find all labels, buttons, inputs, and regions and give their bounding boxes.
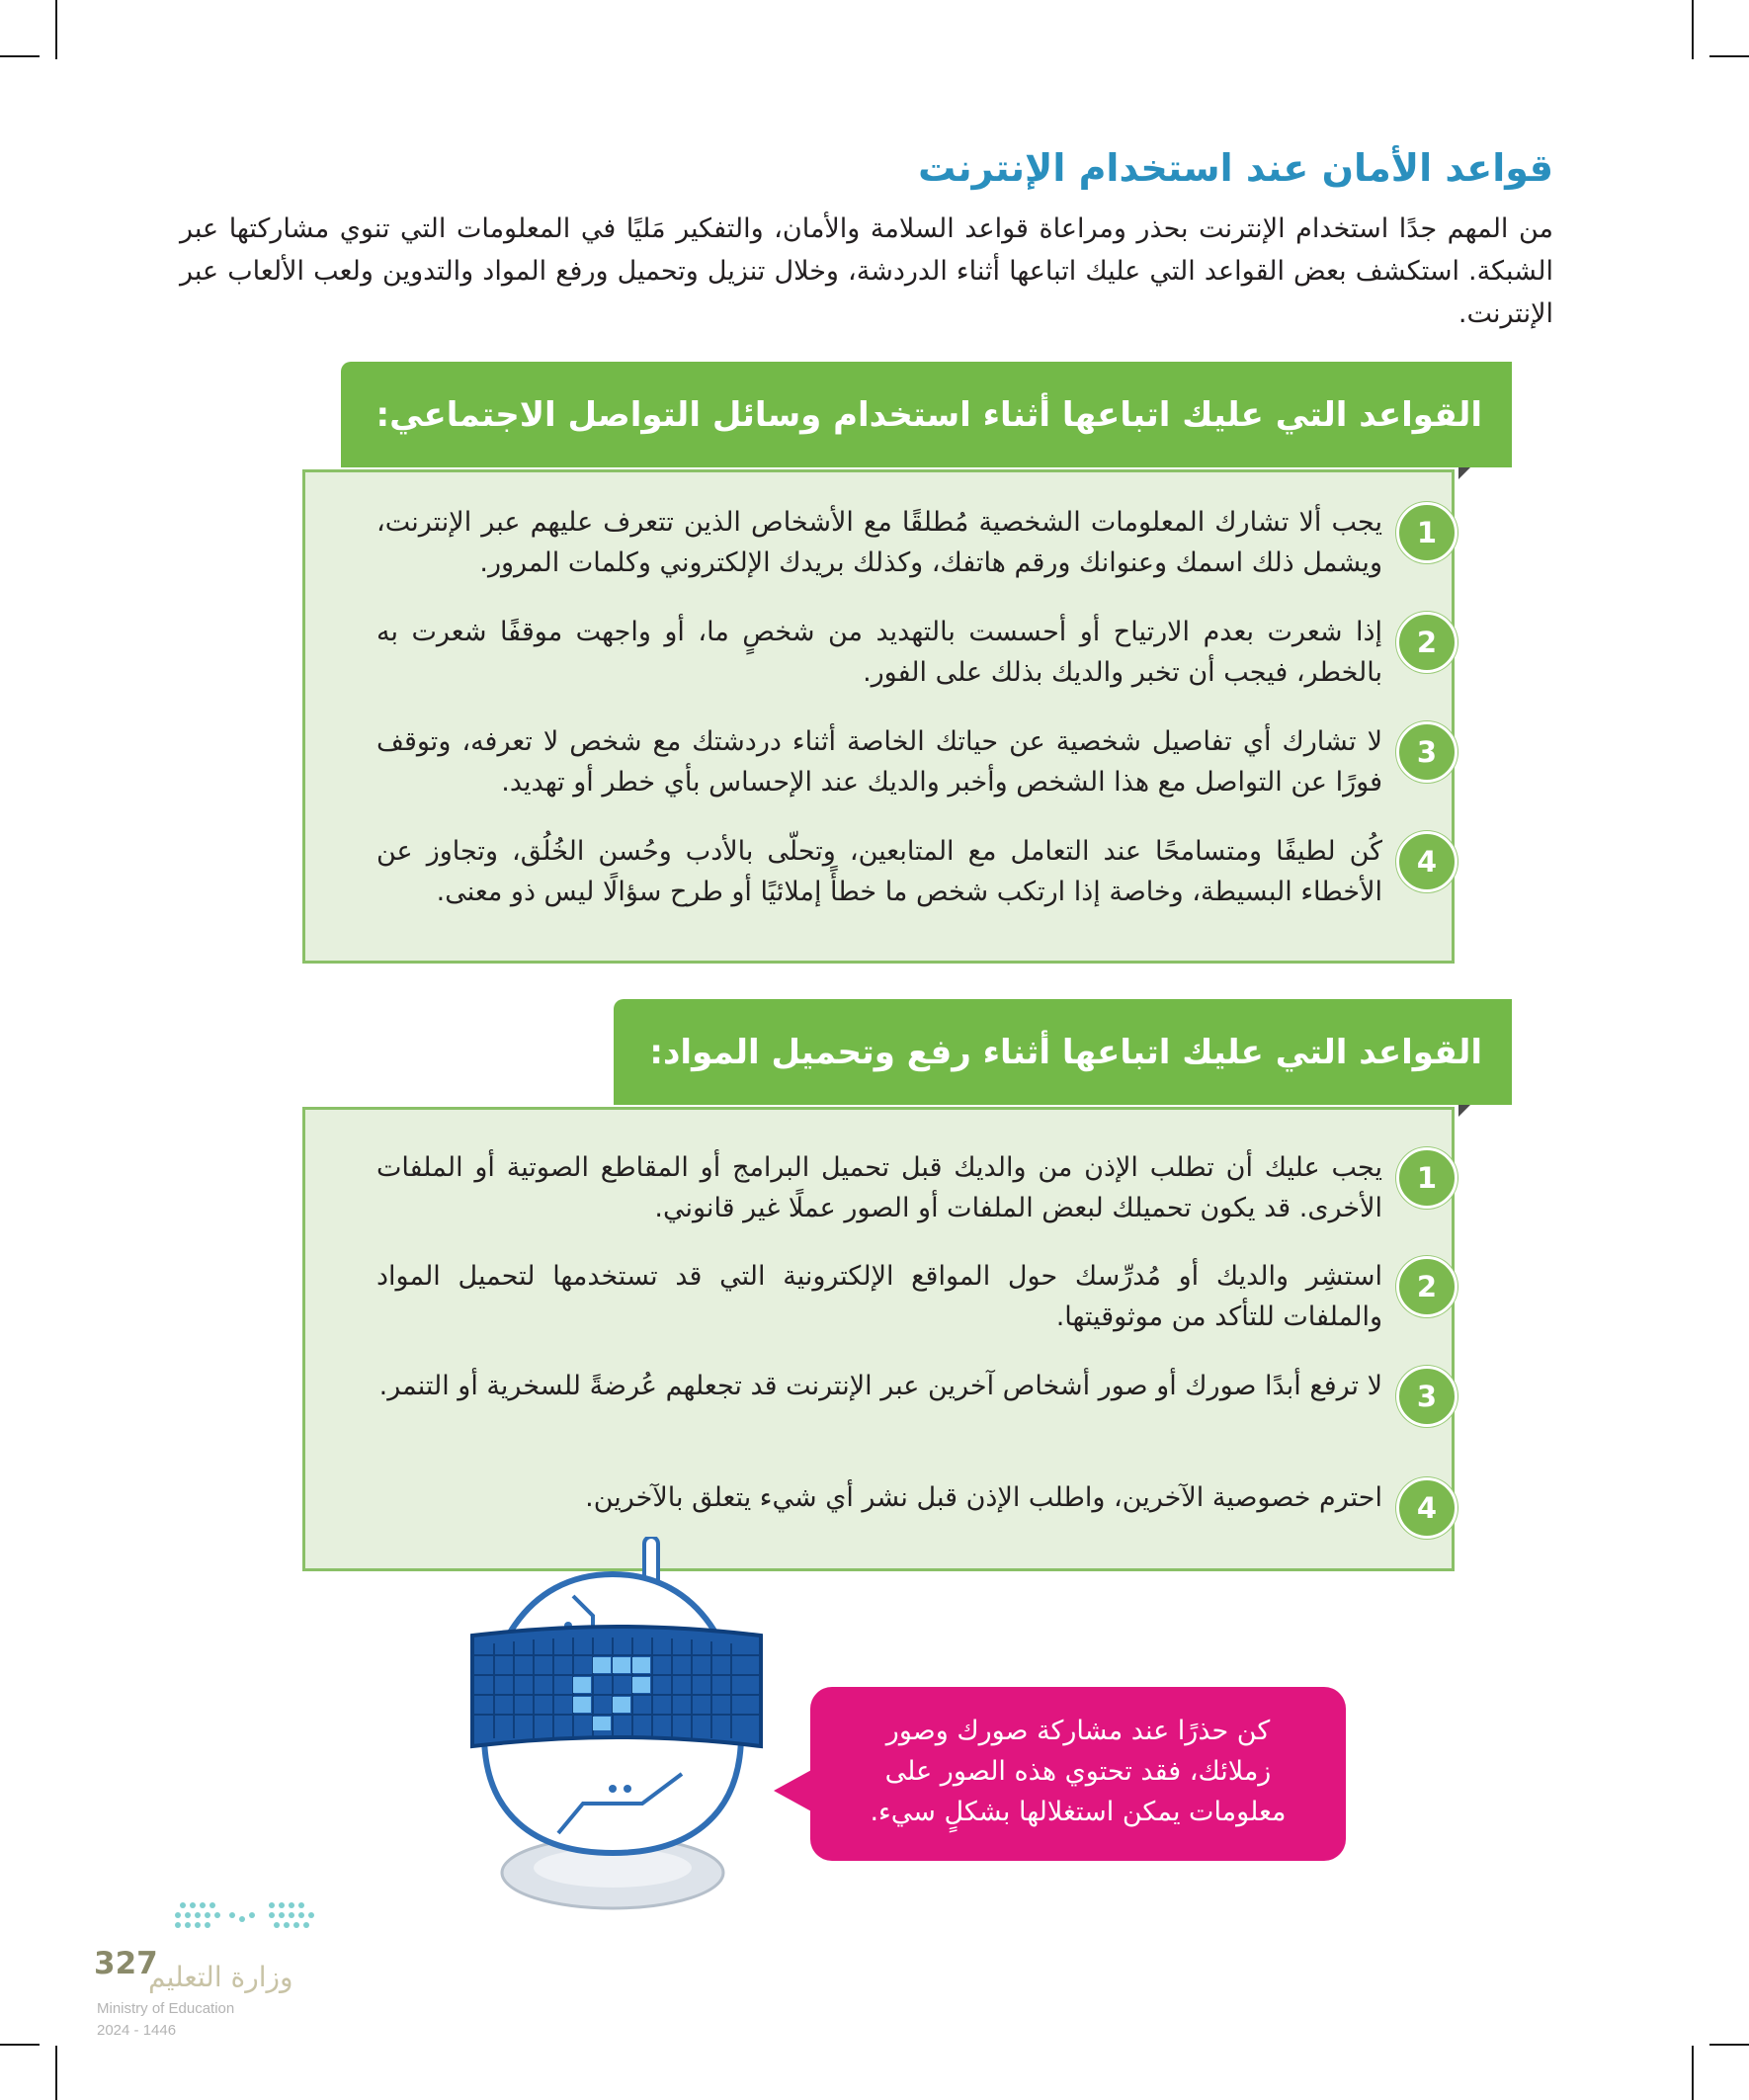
ministry-name-arabic: وزارة التعليم — [148, 1961, 293, 1993]
intro-paragraph: من المهم جدًا استخدام الإنترنت بحذر ومراعاة قواعد السلامة والأمان، والتفكير مَليًا في المعلومات التي تنوي مشاركتها عبر الشبكة. استكشف بعض القواعد التي عليك اتباعها أثناء الدردشة، وخلال تنزيل وتحميل ورفع المواد والتدوين ولعب الألعاب عبر الإنترنت. — [180, 213, 1553, 329]
rule-number-badge: 4 — [1396, 1477, 1458, 1539]
rule-text: يجب عليك أن تطلب الإذن من والديك قبل تحميل البرامج أو المقاطع الصوتية أو الملفات الأخرى. قد يكون تحميلك لبعض الملفات أو الصور عملًا غير قانوني. — [376, 1152, 1382, 1223]
rules-box-social-media — [302, 469, 1455, 964]
rule-number-badge: 1 — [1396, 1147, 1458, 1209]
rule-item — [376, 1147, 1438, 1228]
rules-box-uploads — [302, 1107, 1455, 1571]
rule-number-badge: 2 — [1396, 612, 1458, 673]
rule-number-badge: 1 — [1396, 502, 1458, 563]
rule-number-badge: 2 — [1396, 1256, 1458, 1317]
section-heading-social-media — [341, 362, 1512, 467]
rule-text: لا ترفع أبدًا صورك أو صور أشخاص آخرين عبر الإنترنت قد تجعلهم عُرضةً للسخرية أو التنمر. — [378, 1371, 1382, 1401]
page-number: 327 — [94, 1946, 158, 1981]
callout-tail — [774, 1769, 813, 1812]
rule-item — [376, 1477, 1438, 1525]
crop-mark — [1692, 2046, 1694, 2100]
crop-mark — [1709, 55, 1749, 57]
rule-text: إذا شعرت بعدم الارتياح أو أحسست بالتهديد من شخصٍ ما، أو واجهت موقفًا شعرت به بالخطر، فيجب أن تخبر والديك بذلك على الفور. — [376, 617, 1382, 688]
rule-text: لا تشارك أي تفاصيل شخصية عن حياتك الخاصة أثناء دردشتك مع شخص لا تعرفه، وتوقف فورًا عن التواصل مع هذا الشخص وأخبر والديك عند الإحساس بأي خطر أو تهديد. — [376, 726, 1382, 798]
rule-item — [376, 1256, 1438, 1337]
rule-text: يجب ألا تشارك المعلومات الشخصية مُطلقًا مع الأشخاص الذين تتعرف عليهم عبر الإنترنت، ويشمل ذلك اسمك وعنوانك ورقم هاتفك، وكذلك بريدك الإلكتروني وكلمات المرور. — [376, 507, 1382, 578]
crop-mark — [0, 2044, 40, 2046]
crop-mark — [1692, 0, 1694, 59]
rule-number-badge: 3 — [1396, 721, 1458, 783]
ministry-name-english: Ministry of Education — [97, 2000, 235, 2017]
edition-year: 2024 - 1446 — [97, 2022, 177, 2039]
speech-bubble: كن حذرًا عند مشاركة صورك وصور زملائك، فقد تحتوي هذه الصور على معلومات يمكن استغلالها بشكلٍ سيء. — [810, 1687, 1346, 1861]
rule-text: احترم خصوصية الآخرين، واطلب الإذن قبل نشر أي شيء يتعلق بالآخرين. — [585, 1482, 1382, 1513]
ministry-logo-icon — [94, 1897, 331, 1947]
section-heading-uploads — [614, 999, 1512, 1105]
section-heading-text: القواعد التي عليك اتباعها أثناء استخدام وسائل التواصل الاجتماعي: — [375, 394, 1482, 435]
rule-text: استشِر والديك أو مُدرِّسك حول المواقع الإلكترونية التي قد تستخدمها لتحميل المواد والملفات للتأكد من موثوقيتها. — [376, 1261, 1382, 1332]
rule-text: كُن لطيفًا ومتسامحًا عند التعامل مع المتابعين، وتحلّى بالأدب وحُسن الخُلُق، وتجاوز عن الأخطاء البسيطة، وخاصة إذا ارتكب شخص ما خطأً إملائيًا أو طرح سؤالًا ليس ذو معنى. — [376, 836, 1382, 907]
crop-mark — [0, 55, 40, 57]
header-fold-shadow — [1458, 467, 1470, 479]
rule-item — [376, 612, 1438, 693]
rule-item — [376, 502, 1438, 583]
rule-number-badge: 3 — [1396, 1366, 1458, 1427]
page-title: قواعد الأمان عند استخدام الإنترنت — [918, 146, 1553, 190]
header-fold-shadow — [1458, 1105, 1470, 1117]
rule-item — [376, 1366, 1438, 1413]
section-heading-text: القواعد التي عليك اتباعها أثناء رفع وتحميل المواد: — [649, 1032, 1482, 1072]
rule-number-badge: 4 — [1396, 831, 1458, 892]
rule-item — [376, 721, 1438, 802]
robot-illustration — [464, 1537, 781, 1912]
crop-mark — [55, 2046, 57, 2100]
crop-mark — [55, 0, 57, 59]
rule-item — [376, 831, 1438, 912]
crop-mark — [1709, 2044, 1749, 2046]
